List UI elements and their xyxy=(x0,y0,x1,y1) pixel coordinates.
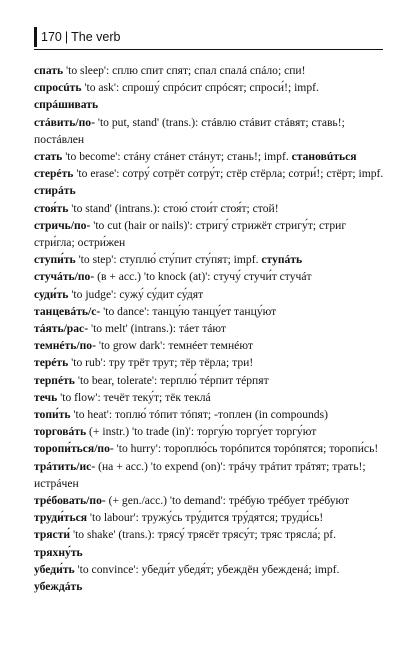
gloss: 'to stand' (intrans.): xyxy=(68,201,164,215)
verb-entry xyxy=(34,372,385,389)
verb-entry-list xyxy=(34,62,385,595)
gloss: 'to labour': xyxy=(87,511,142,525)
headword: спать xyxy=(34,64,64,77)
forms: торгу́ю торгу́ет торгу́ют xyxy=(197,425,317,439)
forms: ступлю́ сту́пит сту́пят; impf. xyxy=(119,253,262,267)
forms: стáну стáнет стáнут; стань!; impf. xyxy=(123,150,292,164)
gloss: 'to hurry': xyxy=(113,442,164,456)
headword: терéть xyxy=(34,356,69,370)
verb-entry xyxy=(34,148,385,165)
gloss: 'to grow dark': xyxy=(95,339,169,353)
verb-entry xyxy=(34,492,385,509)
forms: темнéет темнéют xyxy=(168,339,253,353)
headword: трéбовать/по- xyxy=(34,494,106,508)
aspect-pair: спрáшивать xyxy=(34,98,99,112)
headword: стерéть xyxy=(34,167,74,181)
headword: течь xyxy=(34,390,58,404)
forms: стою́ стои́т стоя́т; стой! xyxy=(163,201,279,215)
gloss: 'to convince': xyxy=(74,562,142,576)
gloss: 'to melt' (intrans.): xyxy=(88,322,179,336)
headword: суди́ть xyxy=(34,287,69,301)
gloss: (на + acc.) 'to expend (on)': xyxy=(95,459,229,473)
gloss: 'to flow': xyxy=(57,390,104,404)
header-rule xyxy=(34,49,383,50)
verb-entry xyxy=(34,286,385,303)
gloss: (в + acc.) 'to knock (at)': xyxy=(94,270,214,284)
headword: труди́ться xyxy=(34,511,87,525)
aspect-pair: ступáть xyxy=(261,253,303,267)
verb-entry xyxy=(34,303,385,320)
gloss: 'to sleep': xyxy=(63,64,113,77)
headword: стать xyxy=(34,150,63,164)
verb-entry xyxy=(34,268,385,285)
header-bar xyxy=(34,27,37,47)
gloss: 'to rub': xyxy=(68,356,109,370)
forms: сужу́ су́дит су́дят xyxy=(119,287,204,301)
forms: танцу́ю танцу́ет танцу́ют xyxy=(152,304,277,318)
gloss: 'to become': xyxy=(62,150,124,164)
verb-entry xyxy=(34,200,385,217)
forms: сплю спит спят; спал спалá спáло; спи! xyxy=(112,64,306,77)
forms: тру трёт трут; тёр тёрла; три! xyxy=(108,356,254,370)
aspect-pair: становúться xyxy=(291,150,357,164)
headword: трáтить/ис- xyxy=(34,459,96,473)
gloss: 'to dance': xyxy=(100,304,153,318)
gloss: 'to judge': xyxy=(68,287,120,301)
aspect-pair: убеждáть xyxy=(34,580,83,594)
gloss: 'to step': xyxy=(75,253,120,267)
gloss: 'to shake' (trans.): xyxy=(70,528,158,542)
forms: спрошу́ спрóсит спрóсят; спроси́!; impf. xyxy=(122,81,319,95)
gloss: 'to ask': xyxy=(81,81,123,95)
forms: стучу́ стучи́т стучáт xyxy=(213,270,312,284)
gloss: 'to heat': xyxy=(70,408,115,422)
gloss: 'to put, stand' (trans.): xyxy=(94,115,202,129)
page-number: 170 xyxy=(41,30,62,44)
verb-entry xyxy=(34,389,385,406)
forms: терплю́ тéрпит тéрпят xyxy=(160,373,269,387)
headword: терпéть xyxy=(34,373,75,387)
forms: трясу́ трясёт трясу́т; тряс трясла́; pf. xyxy=(157,528,337,542)
headword: тáять/рас- xyxy=(34,322,89,336)
verb-entry xyxy=(34,526,385,560)
forms: стригу́ стрижёт стригу́т; стриг стри́гла; остри́жен xyxy=(34,218,347,250)
gloss: (+ instr.) 'to trade (in)': xyxy=(86,425,198,439)
forms: топлю́ тóпит тóпят; -топлен (in compounds) xyxy=(114,408,328,422)
verb-entry xyxy=(34,561,385,595)
running-header xyxy=(34,26,383,48)
headword: ступи́ть xyxy=(34,253,76,267)
forms: стáвлю стáвит стáвят; ставь!; постáвлен xyxy=(34,115,345,146)
forms: тáет тáют xyxy=(178,322,226,336)
section-title: The verb xyxy=(71,30,121,44)
verb-entry xyxy=(34,217,385,251)
headword: убеди́ть xyxy=(34,562,75,576)
forms: трéбую трéбует трéбуют xyxy=(228,494,350,508)
verb-entry xyxy=(34,165,385,199)
forms: тружу́сь тру́дится тру́дятся; труди́сь! xyxy=(141,511,324,525)
headword: торговáть xyxy=(34,425,87,439)
verb-entry xyxy=(34,251,385,268)
verb-entry xyxy=(34,337,385,354)
headword: топи́ть xyxy=(34,408,71,422)
headword: стáвить/по- xyxy=(34,115,95,129)
gloss: 'to bear, tolerate': xyxy=(74,373,161,387)
headword: торопи́ться/по- xyxy=(34,442,114,456)
verb-entry xyxy=(34,354,385,371)
header-separator: | xyxy=(64,30,69,44)
verb-entry xyxy=(34,440,385,457)
headword: стоя́ть xyxy=(34,201,69,215)
verb-entry xyxy=(34,406,385,423)
headword: трясти́ xyxy=(34,528,71,542)
verb-entry xyxy=(34,114,385,148)
verb-entry xyxy=(34,320,385,337)
verb-entry xyxy=(34,423,385,440)
verb-entry xyxy=(34,509,385,526)
forms: течёт теку́т; тёк теклá xyxy=(103,390,211,404)
gloss: 'to cut (hair or nails)': xyxy=(90,218,196,232)
forms: убеди́т убедя́т; убеждён убежденá; impf. xyxy=(141,562,340,576)
forms: сотру́ сотрёт сотру́т; стёр стёрла; сотри́!; стёрт; impf. xyxy=(122,167,384,181)
aspect-pair: стирáть xyxy=(34,184,76,198)
gloss: (+ gen./acc.) 'to demand': xyxy=(105,494,229,508)
headword: темнéть/по- xyxy=(34,339,96,353)
gloss: 'to erase': xyxy=(73,167,123,181)
headword: стучáть/по- xyxy=(34,270,95,284)
verb-entry xyxy=(34,62,385,79)
forms: тороплю́сь торóпится торóпятся; торопи́сь! xyxy=(163,442,379,456)
aspect-pair: тряхну́ть xyxy=(34,545,83,559)
headword: стричь/по- xyxy=(34,218,91,232)
headword: спросúть xyxy=(34,81,82,95)
forms: трáчу трáтит трáтят; трать!; истрáчен xyxy=(34,459,366,490)
headword: танцевáть/с- xyxy=(34,304,101,318)
verb-entry xyxy=(34,79,385,113)
verb-entry xyxy=(34,458,385,492)
